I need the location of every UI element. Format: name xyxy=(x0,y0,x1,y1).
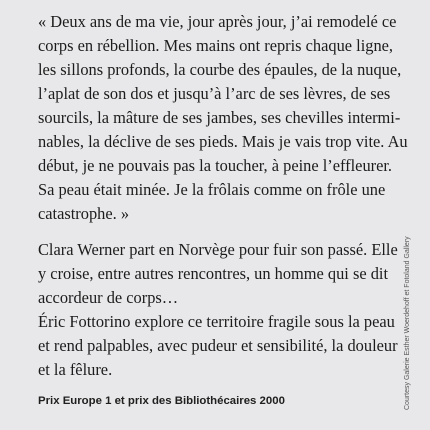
summary-line: Clara Werner part en Norvège pour fuir son passé. Elle xyxy=(38,240,398,259)
quote-line: « Deux ans de ma vie, jour après jour, j’ai remodelé ce xyxy=(38,12,397,31)
quote-line: début, je ne pouvais pas la toucher, à peine l’effleurer. xyxy=(38,156,393,175)
excerpt-quote xyxy=(38,10,410,226)
photo-credit: Courtesy Galerie Esther Woerdehoff et Fotoland Gallery xyxy=(404,236,411,410)
book-summary xyxy=(38,238,410,382)
summary-line: et la fêlure. xyxy=(38,360,113,379)
quote-line: catastrophe. » xyxy=(38,204,130,223)
quote-line: l’aplat de son dos et jusqu’à l’arc de ses lèvres, de ses xyxy=(38,84,391,103)
quote-line: sourcils, la mâture de ses jambes, ses chevilles intermi- xyxy=(38,108,401,127)
quote-line: les sillons profonds, la courbe des épaules, de la nuque, xyxy=(38,60,402,79)
summary-line: y croise, entre autres rencontres, un homme qui se dit xyxy=(38,264,389,283)
quote-line: nables, la déclive de ses pieds. Mais je vais trop vite. Au xyxy=(38,132,408,151)
summary-line: et rend palpables, avec pudeur et sensibilité, la douleur xyxy=(38,336,398,355)
quote-line: corps en rébellion. Mes mains ont repris chaque ligne, xyxy=(38,36,394,55)
quote-line: Sa peau était minée. Je la frôlais comme on frôle une xyxy=(38,180,386,199)
award-mention: Prix Europe 1 et prix des Bibliothécaires 2000 xyxy=(38,395,285,407)
summary-line: Éric Fottorino explore ce territoire fragile sous la peau xyxy=(38,312,395,331)
summary-line: accordeur de corps… xyxy=(38,288,179,307)
